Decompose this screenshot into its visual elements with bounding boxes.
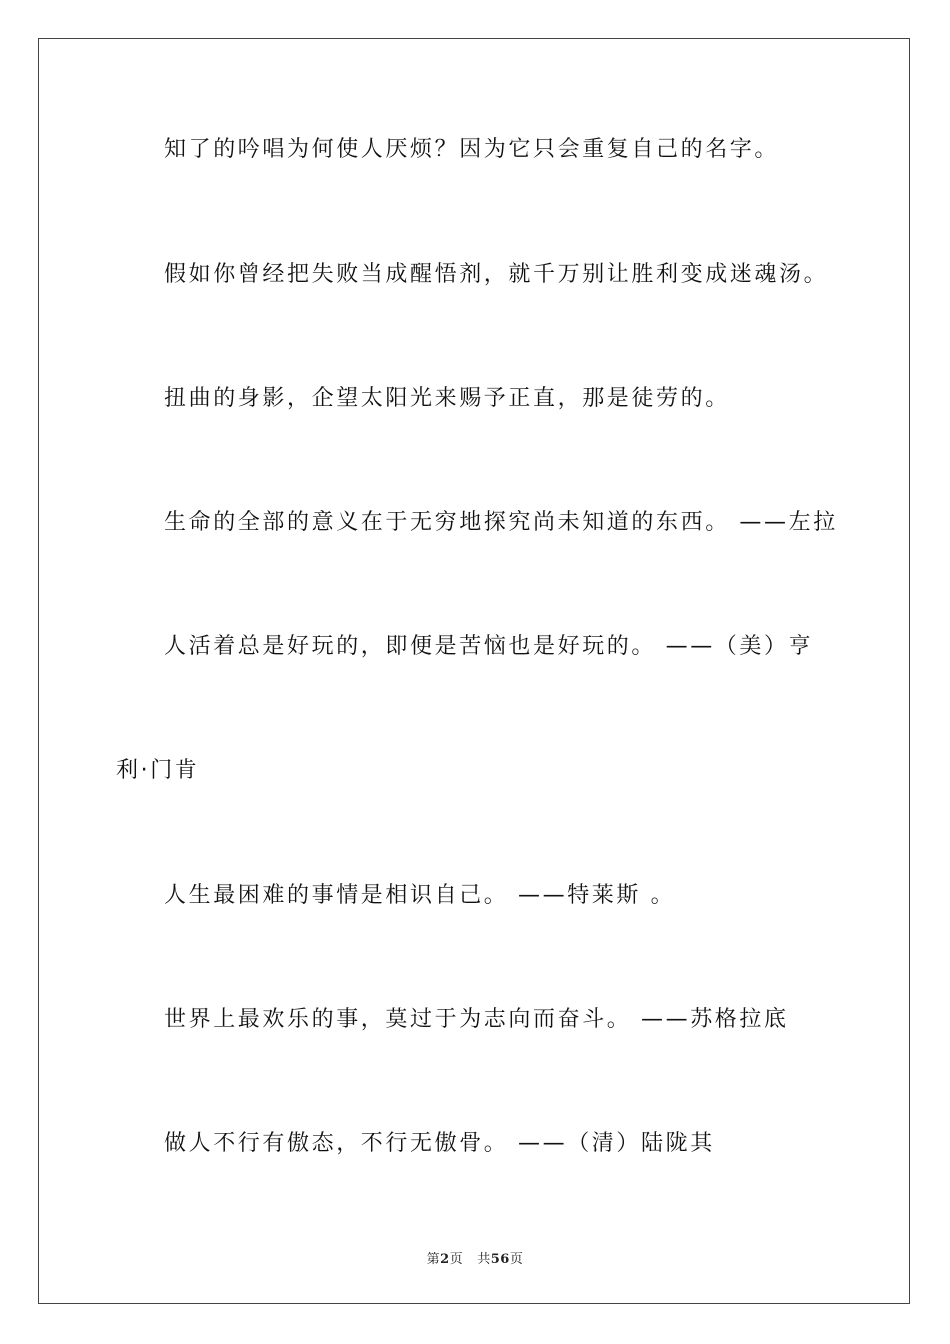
page-suffix: 页 [449, 1252, 464, 1267]
page-number: 2 [440, 1252, 450, 1267]
text-line-8: 世界上最欢乐的事，莫过于为志向而奋斗。 ——苏格拉底 [164, 1007, 789, 1032]
total-pages: 56 [490, 1252, 510, 1267]
text-line-2: 假如你曾经把失败当成醒悟剂，就千万别让胜利变成迷魂汤。 [164, 262, 829, 287]
page-prefix: 第 [426, 1252, 441, 1267]
text-line-5: 人活着总是好玩的，即便是苦恼也是好玩的。 ——（美）亨 [164, 634, 814, 659]
total-prefix: 共 [477, 1252, 491, 1267]
text-line-1: 知了的吟唱为何使人厌烦？因为它只会重复自己的名字。 [164, 137, 780, 162]
text-line-7: 人生最困难的事情是相识自己。 ——特莱斯 。 [164, 883, 676, 908]
text-line-9: 做人不行有傲态，不行无傲骨。 ——（清）陆陇其 [164, 1131, 715, 1156]
text-line-3: 扭曲的身影，企望太阳光来赐予正直，那是徒劳的。 [164, 386, 730, 411]
total-suffix: 页 [509, 1252, 524, 1267]
text-line-4: 生命的全部的意义在于无穷地探究尚未知道的东西。 ——左拉 [164, 510, 838, 535]
page-footer [0, 1248, 950, 1267]
page-border [38, 38, 910, 1304]
text-line-6: 利·门肯 [116, 758, 200, 783]
